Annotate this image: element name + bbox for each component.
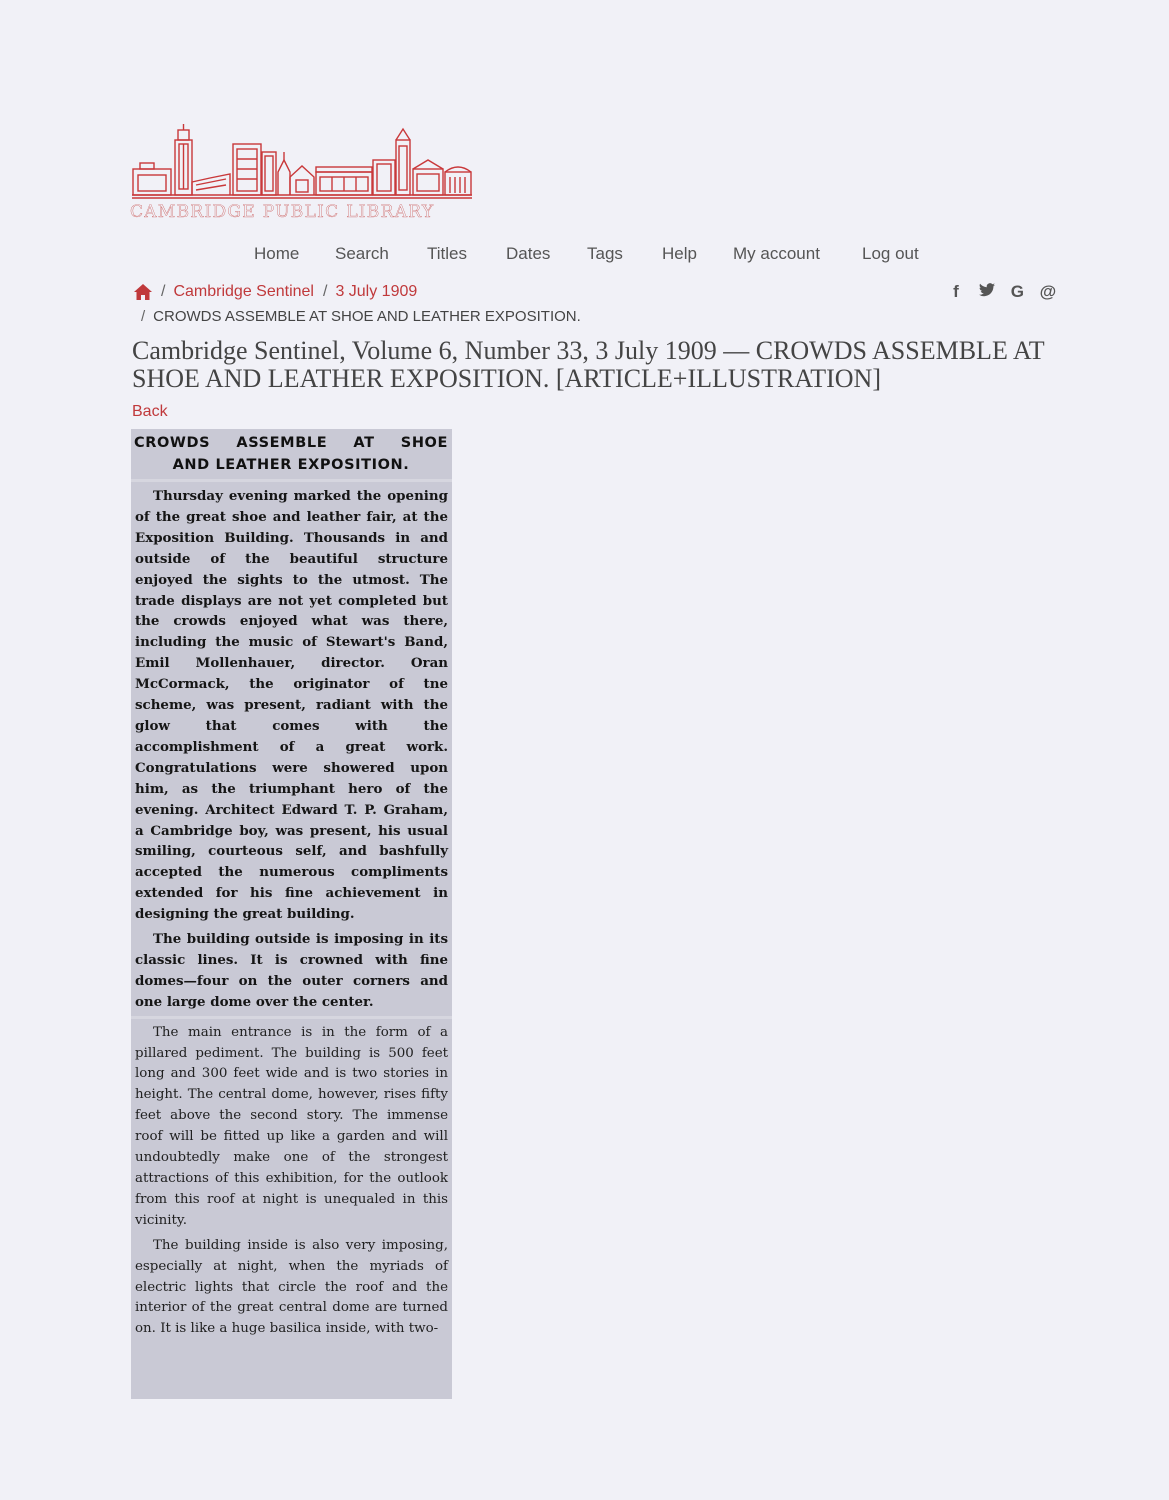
article-paragraph: The building outside is imposing in its classic lines. It is crowned with fine domes—four on the outer corners and one large dome over the center. bbox=[135, 931, 448, 1010]
nav-tags[interactable]: Tags bbox=[587, 244, 623, 263]
nav-search[interactable]: Search bbox=[335, 244, 389, 263]
article-headline-line1: CROWDS ASSEMBLE AT SHOE bbox=[134, 435, 448, 451]
nav-home[interactable]: Home bbox=[254, 244, 300, 263]
article-body-upper bbox=[131, 482, 452, 1013]
nav-help[interactable]: Help bbox=[662, 244, 697, 263]
article-body-lower bbox=[131, 1019, 452, 1341]
library-skyline-icon bbox=[130, 122, 475, 202]
facebook-icon[interactable]: f bbox=[953, 282, 959, 301]
library-logo[interactable] bbox=[130, 122, 475, 222]
breadcrumb-current: CROWDS ASSEMBLE AT SHOE AND LEATHER EXPOSITION. bbox=[153, 308, 581, 325]
article-clipping bbox=[131, 429, 452, 1399]
page-title: Cambridge Sentinel, Volume 6, Number 33, 3 July 1909 — CROWDS ASSEMBLE AT SHOE AND LEATHER EXPOSITION. [ARTICLE+ILLUSTRATION] bbox=[132, 336, 1045, 393]
breadcrumb-separator: / bbox=[161, 283, 166, 300]
nav-my-account[interactable]: My account bbox=[733, 244, 820, 263]
main-nav bbox=[0, 242, 1169, 270]
email-icon[interactable]: @ bbox=[1039, 282, 1057, 301]
share-links bbox=[946, 281, 1058, 303]
article-paragraph: The main entrance is in the form of a pillared pediment. The building is 500 feet long and 300 feet wide and is two stories in height. The central dome, however, rises fifty feet above the second story. The immense roof will be fitted up like a garden and will undoubtedly make one of the strongest attractions of this exhibition, for the outlook from this roof at night is unequaled in this vicinity. bbox=[135, 1024, 448, 1228]
breadcrumb-separator: / bbox=[141, 308, 146, 325]
article-paragraph: The building inside is also very imposing, especially at night, when the myriads of electric lights that circle the roof and the interior of the great central dome are turned on. It is like a huge basilica inside, with two- bbox=[135, 1237, 448, 1337]
breadcrumb-date-link[interactable]: 3 July 1909 bbox=[335, 283, 418, 300]
nav-titles[interactable]: Titles bbox=[427, 244, 467, 263]
article-paragraph: Thursday evening marked the opening of the great shoe and leather fair, at the Exposition Building. Thousands in and outside of the beautiful structure enjoyed the sights to the utmost. The trade displays are not yet completed but the crowds enjoyed what was there, including the music of Stewart's Band, Emil Mollenhauer, director. Oran McCormack, the originator of tne scheme, was present, radiant with the glow that comes with the accomplishment of a great work. Congratulations were showered upon him, as the triumphant hero of the evening. Architect Edward T. P. Graham, a Cambridge boy, was present, his usual smiling, courteous self, and bashfully accepted the numerous compliments extended for his fine achievement in designing the great building. bbox=[135, 488, 448, 923]
back-link[interactable]: Back bbox=[132, 403, 168, 420]
nav-log-out[interactable]: Log out bbox=[862, 244, 919, 263]
library-logo-text: CAMBRIDGE PUBLIC LIBRARY bbox=[130, 202, 435, 222]
nav-dates[interactable]: Dates bbox=[506, 244, 551, 263]
twitter-icon[interactable] bbox=[977, 282, 997, 302]
home-icon[interactable] bbox=[133, 282, 153, 302]
article-headline bbox=[131, 429, 452, 476]
breadcrumb-separator: / bbox=[322, 283, 328, 300]
breadcrumb-title-link[interactable]: Cambridge Sentinel bbox=[173, 283, 314, 300]
article-headline-line2: AND LEATHER EXPOSITION. bbox=[172, 457, 410, 473]
google-icon[interactable]: G bbox=[1010, 282, 1024, 301]
breadcrumb bbox=[133, 281, 833, 325]
